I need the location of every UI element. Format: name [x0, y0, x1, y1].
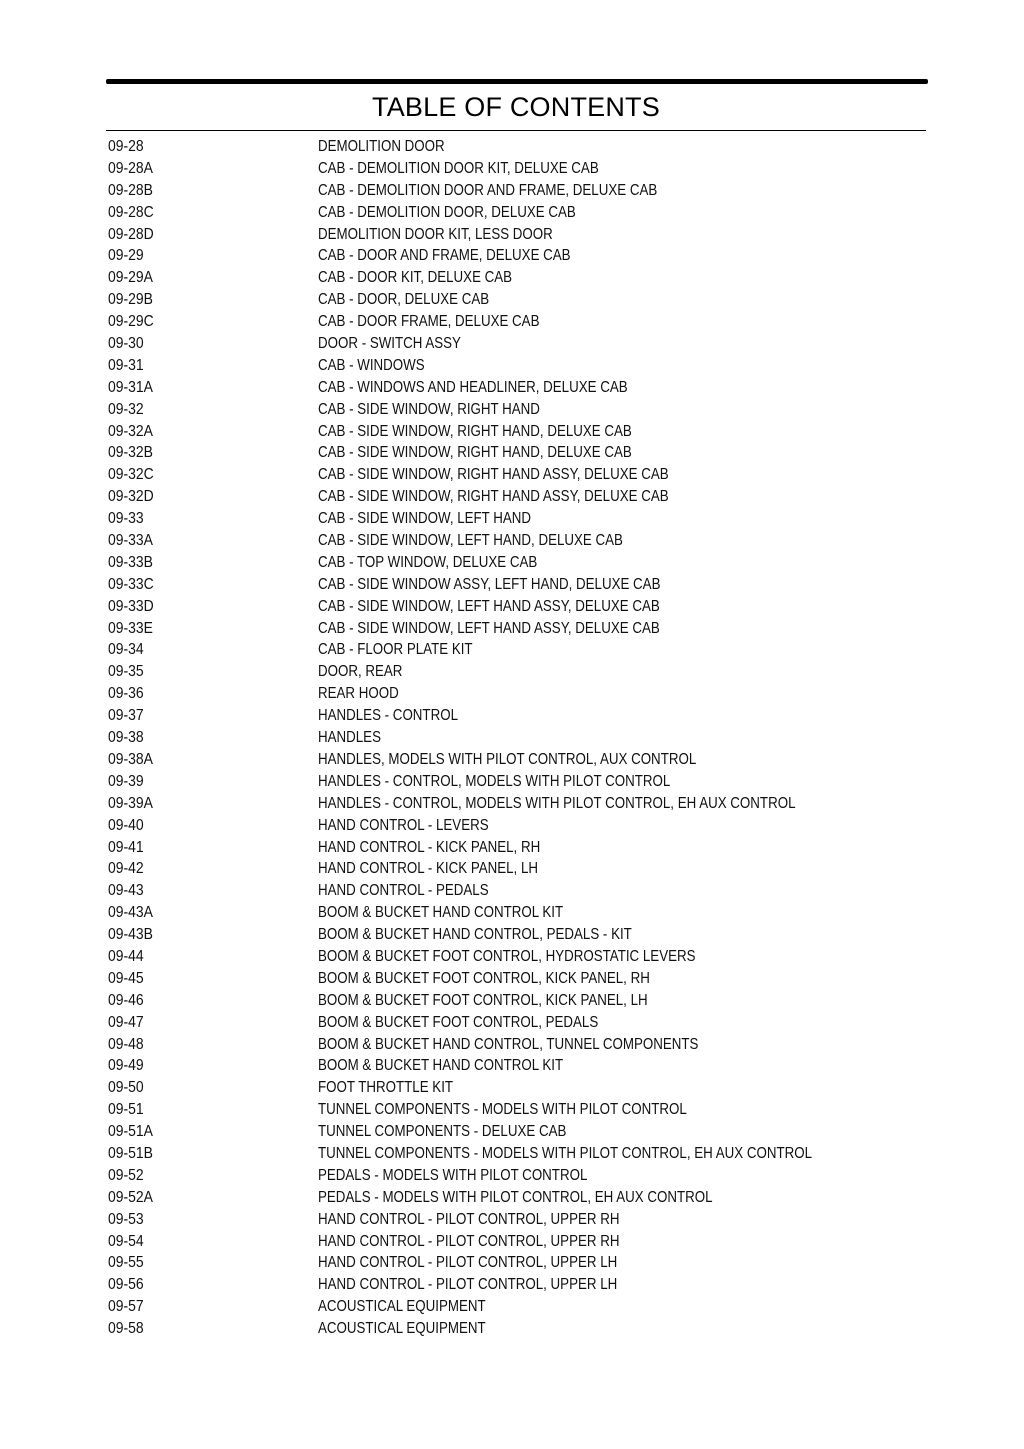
toc-entry-description: BOOM & BUCKET FOOT CONTROL, KICK PANEL, RH [318, 969, 650, 987]
toc-entry-code: 09-46 [108, 991, 144, 1009]
toc-entry[interactable] [108, 880, 928, 902]
toc-entry[interactable] [108, 968, 928, 990]
toc-entry-description: CAB - SIDE WINDOW, RIGHT HAND [318, 400, 540, 418]
toc-entry[interactable] [108, 464, 928, 486]
toc-entry-code: 09-58 [108, 1320, 144, 1338]
toc-entry-description: BOOM & BUCKET HAND CONTROL, TUNNEL COMPONENTS [318, 1035, 699, 1053]
toc-entry-description: HANDLES - CONTROL [318, 707, 458, 725]
toc-entry-description: PEDALS - MODELS WITH PILOT CONTROL [318, 1166, 588, 1184]
toc-entry-code: 09-32B [108, 444, 153, 462]
toc-entry[interactable] [108, 355, 928, 377]
toc-entry-code: 09-43B [108, 926, 153, 944]
toc-entry-description: CAB - SIDE WINDOW, RIGHT HAND ASSY, DELUXE CAB [318, 488, 669, 506]
toc-entry[interactable] [108, 815, 928, 837]
toc-entry-description: CAB - DEMOLITION DOOR, DELUXE CAB [318, 203, 576, 221]
toc-entry-code: 09-33C [108, 575, 154, 593]
toc-entry[interactable] [108, 793, 928, 815]
toc-entry-code: 09-39A [108, 794, 153, 812]
toc-entry-description: CAB - DOOR FRAME, DELUXE CAB [318, 313, 540, 331]
toc-entry-code: 09-31 [108, 356, 144, 374]
toc-entry-code: 09-28A [108, 159, 153, 177]
toc-entry-description: HANDLES [318, 729, 381, 747]
toc-entry-description: CAB - DOOR, DELUXE CAB [318, 291, 490, 309]
toc-entry-code: 09-33A [108, 532, 153, 550]
toc-entry-description: HANDLES - CONTROL, MODELS WITH PILOT CONTROL [318, 772, 671, 790]
toc-entry[interactable] [108, 552, 928, 574]
toc-entry-code: 09-30 [108, 335, 144, 353]
toc-entry-code: 09-51B [108, 1144, 153, 1162]
toc-entry[interactable] [108, 508, 928, 530]
toc-entry-description: CAB - WINDOWS AND HEADLINER, DELUXE CAB [318, 378, 628, 396]
toc-entry-code: 09-43 [108, 882, 144, 900]
toc-entry[interactable] [108, 990, 928, 1012]
toc-entry-description: CAB - SIDE WINDOW, LEFT HAND [318, 510, 532, 528]
toc-entry-code: 09-37 [108, 707, 144, 725]
toc-entry-code: 09-38A [108, 750, 153, 768]
toc-entry-code: 09-32C [108, 466, 154, 484]
toc-entry[interactable] [108, 1318, 928, 1340]
toc-entry-description: TUNNEL COMPONENTS - MODELS WITH PILOT CONTROL, EH AUX CONTROL [318, 1144, 813, 1162]
toc-entry[interactable] [108, 639, 928, 661]
toc-entry[interactable] [108, 267, 928, 289]
toc-entry[interactable] [108, 377, 928, 399]
toc-entry-code: 09-56 [108, 1276, 144, 1294]
toc-entry[interactable] [108, 530, 928, 552]
toc-entry-code: 09-33 [108, 510, 144, 528]
toc-entry-description: HAND CONTROL - PILOT CONTROL, UPPER RH [318, 1232, 620, 1250]
toc-entry-code: 09-33D [108, 597, 154, 615]
toc-entry-description: DOOR - SWITCH ASSY [318, 335, 461, 353]
toc-entry-description: BOOM & BUCKET HAND CONTROL KIT [318, 1057, 564, 1075]
page-title: TABLE OF CONTENTS [372, 92, 660, 122]
toc-entry[interactable] [108, 224, 928, 246]
toc-entry-code: 09-52 [108, 1166, 144, 1184]
toc-entry-description: HAND CONTROL - KICK PANEL, RH [318, 838, 541, 856]
toc-entry-description: HAND CONTROL - PILOT CONTROL, UPPER LH [318, 1276, 618, 1294]
toc-entry[interactable] [108, 574, 928, 596]
toc-entry-code: 09-32 [108, 400, 144, 418]
toc-entry-code: 09-48 [108, 1035, 144, 1053]
toc-entry-code: 09-49 [108, 1057, 144, 1075]
toc-entry-description: CAB - TOP WINDOW, DELUXE CAB [318, 553, 538, 571]
toc-entry-code: 09-47 [108, 1013, 144, 1031]
toc-entry[interactable] [108, 1231, 928, 1253]
toc-entry-description: ACOUSTICAL EQUIPMENT [318, 1320, 486, 1338]
toc-entry[interactable] [108, 1055, 928, 1077]
toc-entry-description: HANDLES - CONTROL, MODELS WITH PILOT CONTROL, EH AUX CONTROL [318, 794, 796, 812]
toc-entry[interactable] [108, 618, 928, 640]
toc-entry-description: HAND CONTROL - PILOT CONTROL, UPPER RH [318, 1210, 620, 1228]
toc-entry[interactable] [108, 289, 928, 311]
toc-entry[interactable] [108, 1274, 928, 1296]
toc-entry[interactable] [108, 705, 928, 727]
toc-entry-description: BOOM & BUCKET FOOT CONTROL, HYDROSTATIC LEVERS [318, 947, 696, 965]
title-underline [106, 130, 926, 131]
toc-entry-description: CAB - DEMOLITION DOOR AND FRAME, DELUXE CAB [318, 181, 658, 199]
toc-entry-description: CAB - SIDE WINDOW, RIGHT HAND ASSY, DELUXE CAB [318, 466, 669, 484]
toc-entry-code: 09-29 [108, 247, 144, 265]
toc-entry-code: 09-52A [108, 1188, 153, 1206]
toc-entry-code: 09-41 [108, 838, 144, 856]
toc-entry-code: 09-34 [108, 641, 144, 659]
toc-entry-description: HANDLES, MODELS WITH PILOT CONTROL, AUX CONTROL [318, 750, 697, 768]
toc-entry-code: 09-35 [108, 663, 144, 681]
toc-entry-description: HAND CONTROL - PILOT CONTROL, UPPER LH [318, 1254, 618, 1272]
toc-entry-code: 09-45 [108, 969, 144, 987]
toc-entry-description: DOOR, REAR [318, 663, 403, 681]
toc-entry-code: 09-40 [108, 816, 144, 834]
toc-entry-description: HAND CONTROL - LEVERS [318, 816, 489, 834]
toc-entry[interactable] [108, 442, 928, 464]
toc-entry[interactable] [108, 1252, 928, 1274]
toc-entry-description: CAB - FLOOR PLATE KIT [318, 641, 473, 659]
toc-entry[interactable] [108, 1077, 928, 1099]
toc-entry[interactable] [108, 1165, 928, 1187]
toc-entry[interactable] [108, 158, 928, 180]
toc-entry[interactable] [108, 661, 928, 683]
toc-entry[interactable] [108, 902, 928, 924]
toc-entry-description: CAB - SIDE WINDOW, LEFT HAND, DELUXE CAB [318, 532, 623, 550]
toc-entry-code: 09-29C [108, 313, 154, 331]
toc-entry-code: 09-33B [108, 553, 153, 571]
toc-entry-description: BOOM & BUCKET FOOT CONTROL, KICK PANEL, LH [318, 991, 648, 1009]
toc-entry[interactable] [108, 1209, 928, 1231]
toc-entry[interactable] [108, 1187, 928, 1209]
toc-entry[interactable] [108, 1034, 928, 1056]
toc-entry[interactable] [108, 202, 928, 224]
toc-entry-code: 09-36 [108, 685, 144, 703]
toc-entry[interactable] [108, 399, 928, 421]
toc-entry[interactable] [108, 180, 928, 202]
toc-entry-code: 09-54 [108, 1232, 144, 1250]
toc-entry-description: BOOM & BUCKET HAND CONTROL, PEDALS - KIT [318, 926, 632, 944]
toc-entry-description: CAB - WINDOWS [318, 356, 425, 374]
toc-entry-description: FOOT THROTTLE KIT [318, 1079, 454, 1097]
toc-entry-code: 09-28B [108, 181, 153, 199]
toc-entry-code: 09-55 [108, 1254, 144, 1272]
toc-entry[interactable] [108, 924, 928, 946]
toc-entry[interactable] [108, 596, 928, 618]
toc-entry-code: 09-42 [108, 860, 144, 878]
toc-entry-description: ACOUSTICAL EQUIPMENT [318, 1298, 486, 1316]
toc-entry-code: 09-28 [108, 138, 144, 155]
toc-entry[interactable] [108, 683, 928, 705]
toc-entry[interactable] [108, 837, 928, 859]
toc-entry[interactable] [108, 749, 928, 771]
toc-entry-description: CAB - SIDE WINDOW ASSY, LEFT HAND, DELUXE CAB [318, 575, 661, 593]
toc-entry[interactable] [108, 486, 928, 508]
toc-list [108, 136, 928, 1340]
toc-entry-description: HAND CONTROL - PEDALS [318, 882, 489, 900]
toc-entry-code: 09-32D [108, 488, 154, 506]
toc-entry-code: 09-43A [108, 904, 153, 922]
toc-entry-description: REAR HOOD [318, 685, 399, 703]
toc-entry[interactable] [108, 727, 928, 749]
toc-entry-description: TUNNEL COMPONENTS - DELUXE CAB [318, 1123, 567, 1141]
toc-entry[interactable] [108, 1143, 928, 1165]
toc-entry-code: 09-50 [108, 1079, 144, 1097]
toc-entry-code: 09-57 [108, 1298, 144, 1316]
toc-entry-code: 09-53 [108, 1210, 144, 1228]
toc-entry-code: 09-31A [108, 378, 153, 396]
toc-entry-description: DEMOLITION DOOR [318, 138, 445, 155]
toc-entry-description: TUNNEL COMPONENTS - MODELS WITH PILOT CONTROL [318, 1101, 687, 1119]
toc-entry[interactable] [108, 858, 928, 880]
toc-entry-code: 09-28C [108, 203, 154, 221]
toc-entry-description: BOOM & BUCKET HAND CONTROL KIT [318, 904, 564, 922]
toc-entry[interactable] [108, 771, 928, 793]
toc-entry-code: 09-28D [108, 225, 154, 243]
toc-entry-description: HAND CONTROL - KICK PANEL, LH [318, 860, 538, 878]
toc-entry[interactable] [108, 1012, 928, 1034]
toc-entry-description: PEDALS - MODELS WITH PILOT CONTROL, EH AUX CONTROL [318, 1188, 713, 1206]
toc-entry-description: CAB - SIDE WINDOW, LEFT HAND ASSY, DELUXE CAB [318, 597, 660, 615]
toc-entry[interactable] [108, 1296, 928, 1318]
toc-entry-code: 09-51 [108, 1101, 144, 1119]
toc-entry[interactable] [108, 1121, 928, 1143]
toc-entry-description: CAB - SIDE WINDOW, LEFT HAND ASSY, DELUXE CAB [318, 619, 660, 637]
toc-entry[interactable] [108, 333, 928, 355]
toc-entry[interactable] [108, 421, 928, 443]
toc-entry-description: BOOM & BUCKET FOOT CONTROL, PEDALS [318, 1013, 599, 1031]
toc-entry-description: DEMOLITION DOOR KIT, LESS DOOR [318, 225, 553, 243]
toc-entry[interactable] [108, 311, 928, 333]
toc-entry-description: CAB - DEMOLITION DOOR KIT, DELUXE CAB [318, 159, 599, 177]
toc-entry-code: 09-51A [108, 1123, 153, 1141]
toc-entry-description: CAB - DOOR KIT, DELUXE CAB [318, 269, 513, 287]
toc-entry[interactable] [108, 136, 928, 158]
toc-entry-description: CAB - SIDE WINDOW, RIGHT HAND, DELUXE CAB [318, 422, 632, 440]
toc-entry-code: 09-38 [108, 729, 144, 747]
toc-entry-description: CAB - DOOR AND FRAME, DELUXE CAB [318, 247, 571, 265]
toc-entry-code: 09-29B [108, 291, 153, 309]
toc-entry[interactable] [108, 245, 928, 267]
toc-entry-code: 09-32A [108, 422, 153, 440]
toc-entry-code: 09-39 [108, 772, 144, 790]
toc-entry-code: 09-33E [108, 619, 153, 637]
top-rule [106, 79, 928, 84]
toc-entry[interactable] [108, 1099, 928, 1121]
toc-entry-code: 09-44 [108, 947, 144, 965]
toc-entry[interactable] [108, 946, 928, 968]
toc-entry-code: 09-29A [108, 269, 153, 287]
toc-entry-description: CAB - SIDE WINDOW, RIGHT HAND, DELUXE CAB [318, 444, 632, 462]
